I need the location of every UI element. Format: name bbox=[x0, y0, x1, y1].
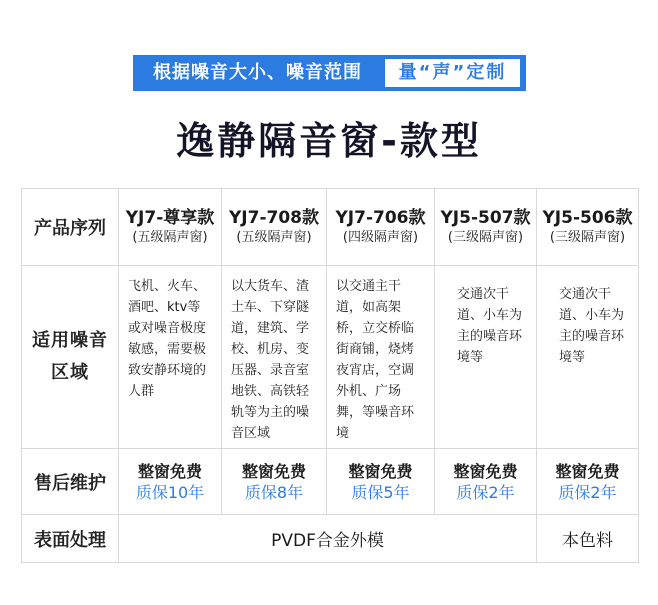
product-spec-table bbox=[21, 188, 639, 563]
model-name: YJ7-706款 bbox=[335, 208, 426, 228]
row-header-label: 区域 bbox=[51, 362, 89, 383]
warranty-text: 质保2年 bbox=[456, 482, 515, 502]
model-cell bbox=[327, 189, 435, 266]
warranty-text: 质保8年 bbox=[244, 482, 304, 502]
table-row-surface bbox=[22, 515, 639, 563]
model-level: (五级隔声窗) bbox=[132, 230, 208, 245]
service-text: 整窗免费 bbox=[453, 461, 518, 481]
surface-text: 本色料 bbox=[562, 531, 613, 551]
model-cell bbox=[537, 189, 639, 266]
slogan-banner bbox=[133, 55, 526, 91]
application-text: 交通次干道、小车为主的噪音环境等 bbox=[559, 287, 625, 365]
model-level: (三级隔声窗) bbox=[549, 230, 626, 245]
model-level: (四级隔声窗) bbox=[342, 230, 419, 245]
row-header-label: 售后维护 bbox=[34, 472, 106, 494]
service-cell bbox=[435, 449, 537, 515]
row-header-surface bbox=[22, 515, 119, 563]
application-text: 飞机、火车、酒吧、ktv等或对噪音极度敏感，需要极致安静环境的人群 bbox=[128, 279, 207, 399]
service-text: 整窗免费 bbox=[137, 461, 202, 481]
model-cell bbox=[435, 189, 537, 266]
application-text: 以大货车、渣土车、下穿隧道，建筑、学校、机房、变压器、录音室地铁、高铁轻轨等为主的噪音区域 bbox=[231, 279, 310, 441]
table-row-application bbox=[22, 266, 639, 449]
row-header-application bbox=[22, 266, 119, 449]
application-cell bbox=[327, 266, 435, 449]
page-title: 逸静隔音窗-款型 bbox=[176, 119, 482, 163]
model-cell bbox=[222, 189, 327, 266]
application-text: 交通次干道、小车为主的噪音环境等 bbox=[457, 287, 523, 365]
row-header-label: 表面处理 bbox=[34, 529, 106, 551]
table-row-series bbox=[22, 189, 639, 266]
service-text: 整窗免费 bbox=[555, 461, 620, 481]
application-cell bbox=[119, 266, 222, 449]
service-text: 整窗免费 bbox=[241, 461, 306, 481]
application-cell bbox=[435, 266, 537, 449]
surface-cell-last bbox=[537, 515, 639, 563]
surface-cell-main bbox=[119, 515, 537, 563]
slogan-left-text: 根据噪音大小、噪音范围 bbox=[153, 62, 362, 83]
service-cell bbox=[537, 449, 639, 515]
service-cell bbox=[119, 449, 222, 515]
row-header-after-sales bbox=[22, 449, 119, 515]
slogan-right-text: 量“声”定制 bbox=[385, 59, 520, 87]
service-cell bbox=[222, 449, 327, 515]
application-text: 以交通主干道，如高架桥，立交桥临街商铺，烧烤夜宵店，空调外机、广场舞，等噪音环境 bbox=[336, 279, 415, 441]
warranty-text: 质保10年 bbox=[135, 482, 205, 502]
application-cell bbox=[222, 266, 327, 449]
model-name: YJ5-506款 bbox=[542, 208, 633, 228]
surface-text: PVDF合金外模 bbox=[271, 531, 384, 551]
table-row-after-sales bbox=[22, 449, 639, 515]
model-cell bbox=[119, 189, 222, 266]
row-header-series bbox=[22, 189, 119, 266]
application-cell bbox=[537, 266, 639, 449]
model-level: (三级隔声窗) bbox=[447, 230, 524, 245]
model-name: YJ7-708款 bbox=[228, 208, 319, 228]
warranty-text: 质保5年 bbox=[351, 482, 410, 502]
warranty-text: 质保2年 bbox=[558, 482, 617, 502]
model-name: YJ7-尊享款 bbox=[125, 208, 215, 228]
model-name: YJ5-507款 bbox=[440, 208, 531, 228]
row-header-label: 适用噪音 bbox=[32, 330, 108, 351]
row-header-label: 产品序列 bbox=[34, 218, 106, 239]
model-level: (五级隔声窗) bbox=[236, 230, 312, 245]
service-cell bbox=[327, 449, 435, 515]
service-text: 整窗免费 bbox=[348, 461, 413, 481]
